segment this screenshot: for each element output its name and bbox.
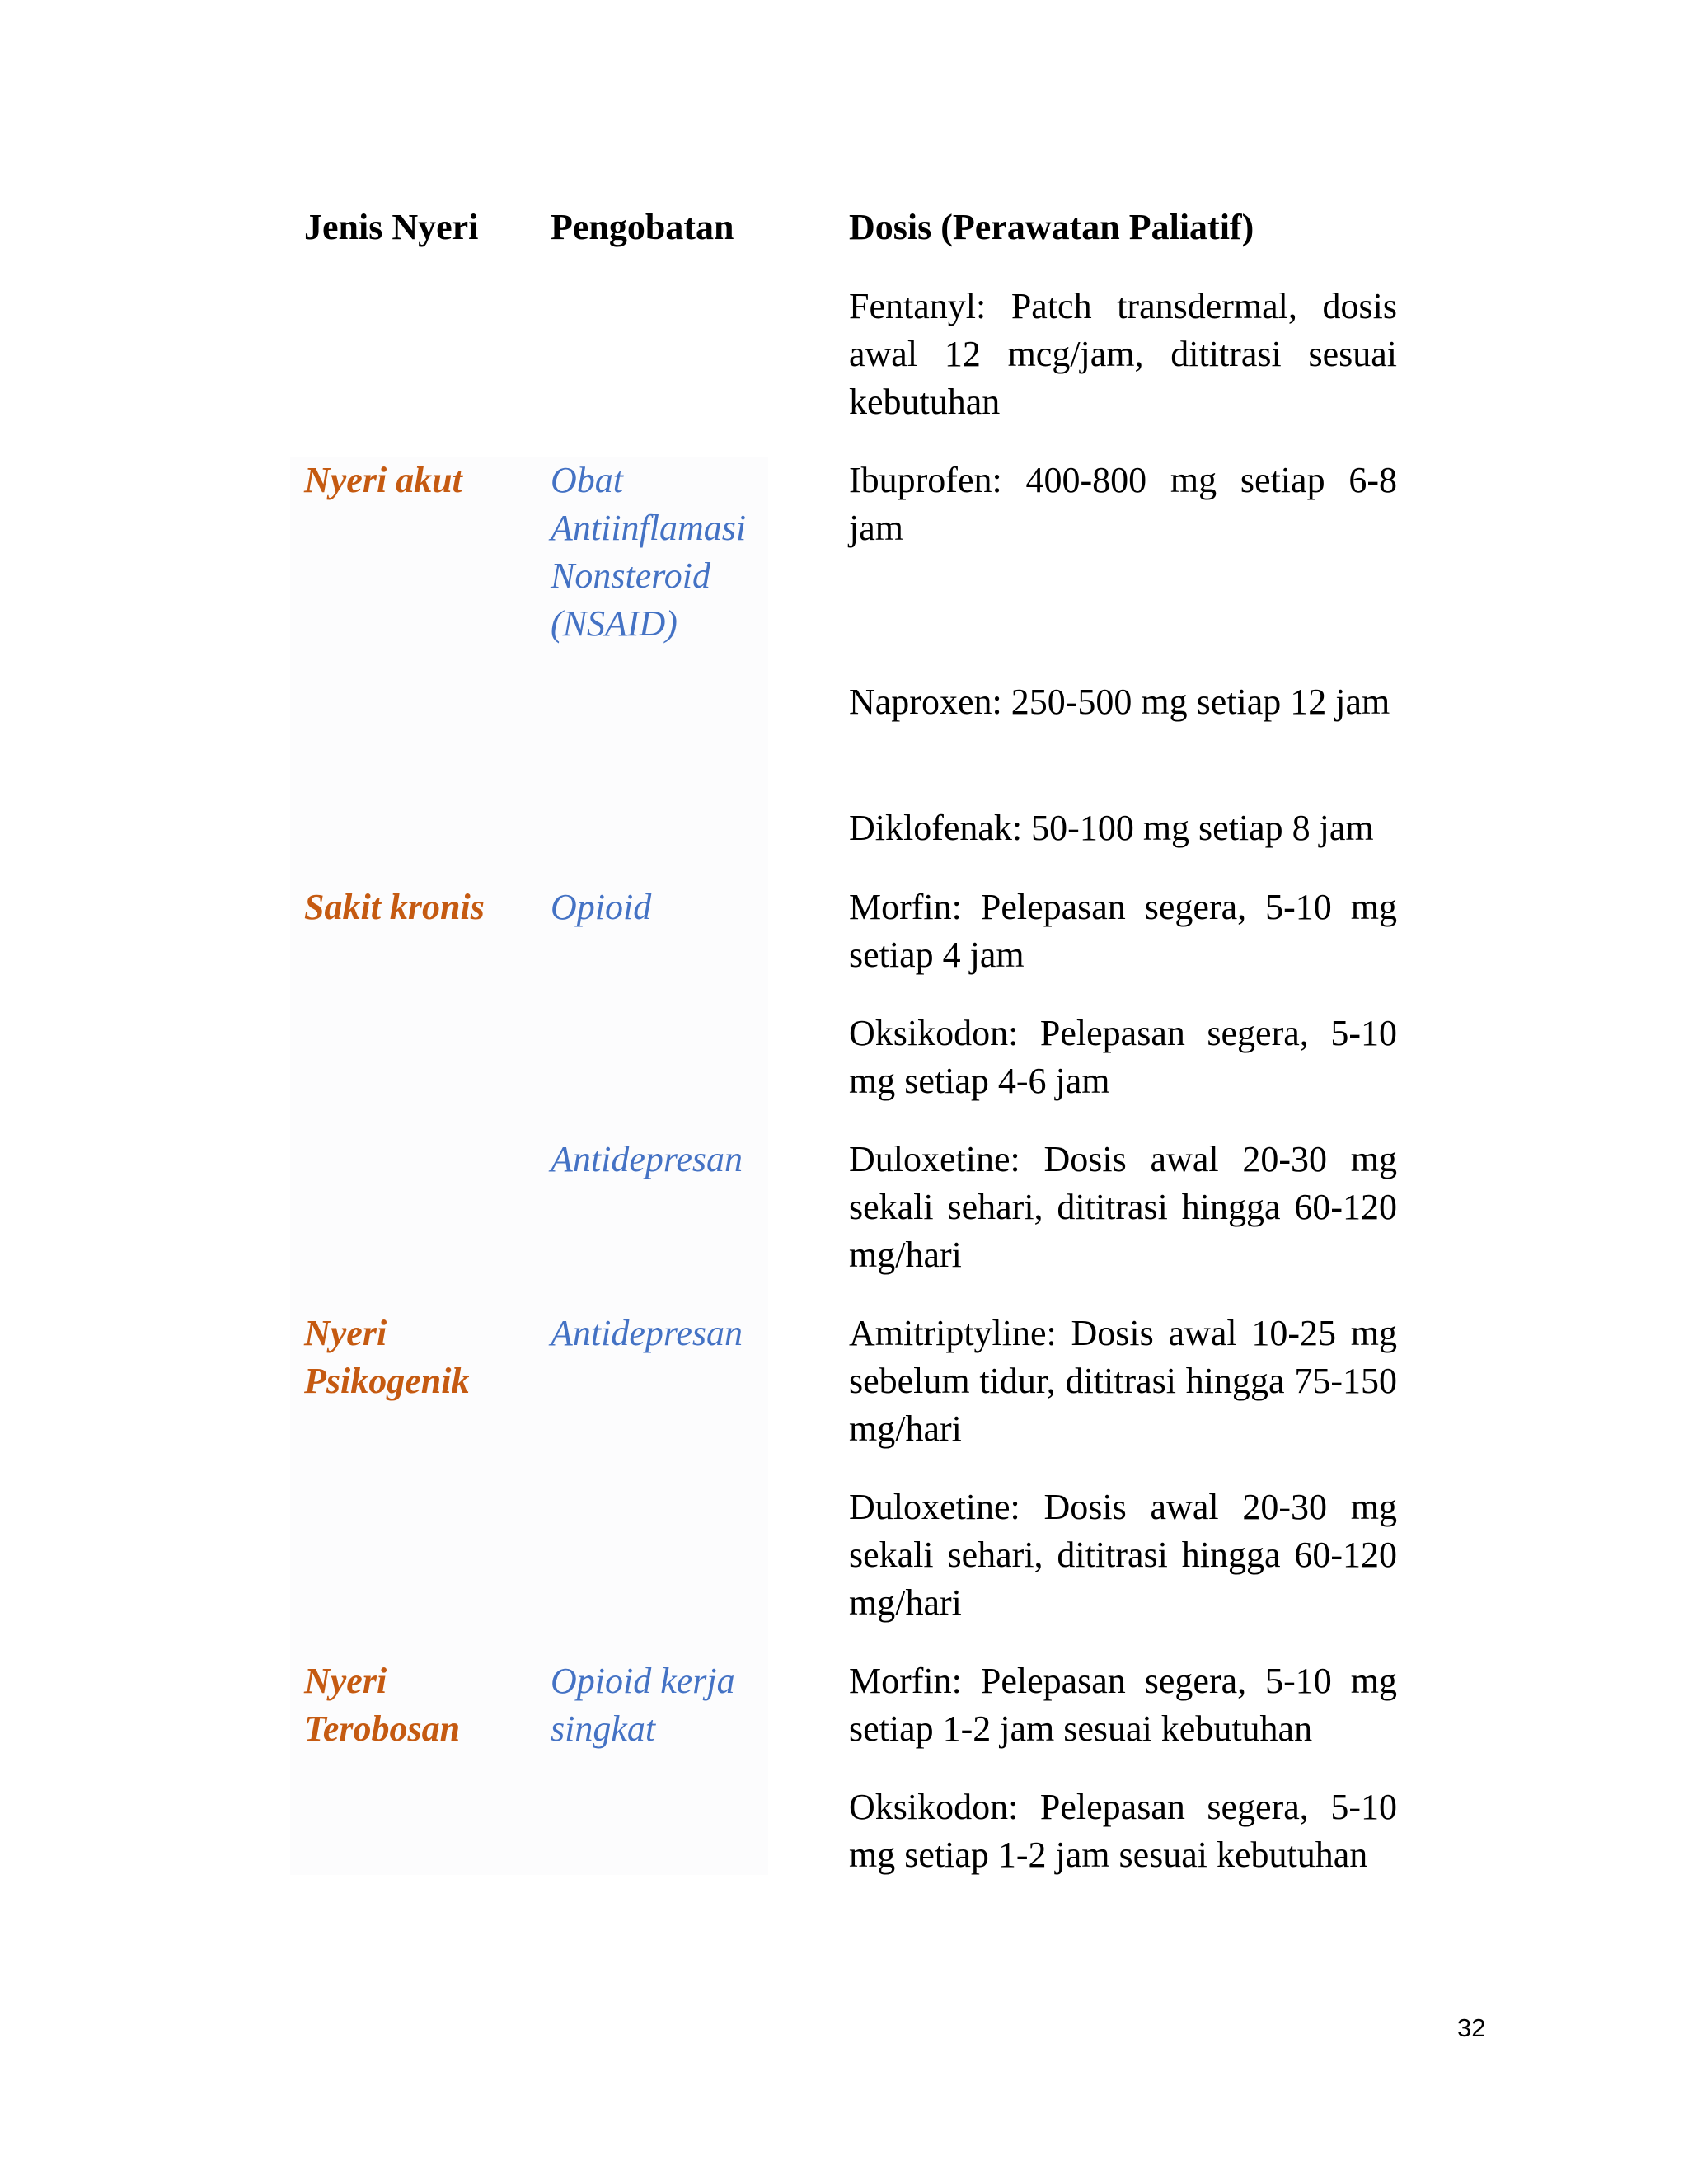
pain-type: Nyeri Terobosan [304,1661,461,1749]
pain-type: Sakit kronis [304,887,485,927]
header-jenis-nyeri: Jenis Nyeri [304,207,479,247]
dose: Oksikodon: Pelepasan segera, 5-10 mg setiap 4-6 jam [849,1013,1397,1101]
treatment: Antidepresan [551,1313,743,1353]
header-pengobatan: Pengobatan [551,207,734,247]
dose: Amitriptyline: Dosis awal 10-25 mg sebelum tidur, dititrasi hingga 75-150 mg/hari [849,1313,1397,1449]
dose: Morfin: Pelepasan segera, 5-10 mg setiap 4 jam [849,887,1397,975]
dose: Naproxen: 250-500 mg setiap 12 jam [849,682,1390,722]
treatment: Opioid kerja singkat [551,1661,735,1749]
pain-type: Nyeri Psikogenik [304,1313,470,1401]
dose: Fentanyl: Patch transdermal, dosis awal 12 mcg/jam, dititrasi sesuai kebutuhan [849,286,1397,422]
pain-type: Nyeri akut [304,460,462,500]
dose: Diklofenak: 50-100 mg setiap 8 jam [849,808,1374,848]
dose: Duloxetine: Dosis awal 20-30 mg sekali sehari, dititrasi hingga 60-120 mg/hari [849,1139,1397,1275]
page-number: 32 [1457,2013,1486,2042]
treatment: Antidepresan [551,1139,743,1179]
treatment: Obat Antiinflamasi Nonsteroid (NSAID) [551,460,747,644]
dose: Ibuprofen: 400-800 mg setiap 6-8 jam [849,460,1397,548]
dose: Morfin: Pelepasan segera, 5-10 mg setiap 1-2 jam sesuai kebutuhan [849,1661,1397,1749]
dose: Oksikodon: Pelepasan segera, 5-10 mg setiap 1-2 jam sesuai kebutuhan [849,1787,1397,1875]
header-dosis: Dosis (Perawatan Paliatif) [849,207,1254,247]
treatment: Opioid [551,887,652,927]
dose: Duloxetine: Dosis awal 20-30 mg sekali sehari, dititrasi hingga 60-120 mg/hari [849,1487,1397,1623]
